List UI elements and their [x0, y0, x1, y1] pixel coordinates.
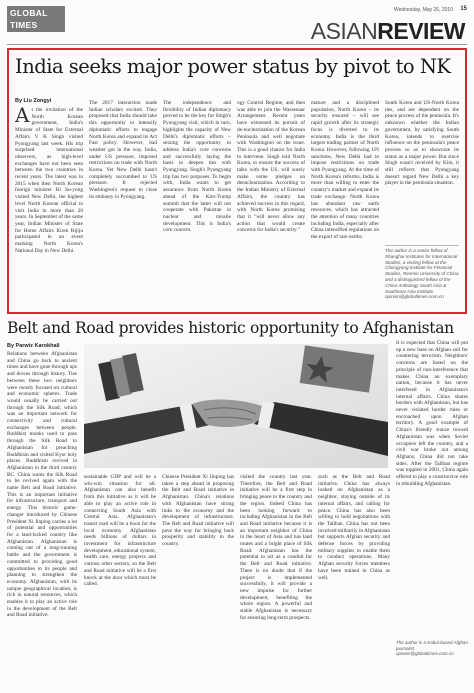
- masthead-divider: [7, 44, 467, 45]
- second-column-3: Chinese President Xi Jinping has taken a step ahead in proposing the Belt and Road initiative in Afghanistan. China's relations with Afghanistan have strong links to the economy and the development of infrastructure. The Belt and Road initiative will pave the way for bringing back prosperity and stability in the country.: [162, 474, 234, 548]
- lead-article: [7, 48, 467, 314]
- second-column-1: Relations between Afghanistan and China go back to ancient times and have gone through ups and downs through history. Ties between these two neighbors were mostly focused on cultural and economic spheres. Trade would usually be carried out through the Silk Road, which was an important network for connectivity and cultural exchanges between people. Buddhist monks used to pass through the Silk Road to Afghanistan for preaching Buddhism and visited Kyor holy places. Buddhism revived in Afghanistan in the third century BC. China wants the Silk Road to be revived again with the name Belt and Road initiative. This is an important initiative for infrastructure, transport and energy. This historic game-changer introduced by Chinese President Xi Jinping carries a lot of potential and opportunities for a land-locked country like Afghanistan. Afghanistan is coming out of a long-running battle and the government is committed to providing good opportunities to its people and planning to strengthen the economy. Afghanistan, with its unique geographical location, is rich in natural resources, which enables it to play an active role in the development of the Belt and Road initiative.: [7, 351, 77, 619]
- dateline: Wednesday, May 26, 2010: [393, 7, 453, 13]
- second-author-note: The author is a Kabul-based Afghan journalist. opinion@globaltimes.com.cn: [396, 640, 468, 657]
- handshake-illustration: [84, 344, 388, 468]
- lead-column-2: The 2017 interaction made Indian scholars excited. They proposed that India should take this opportunity to intensify diplomatic efforts to engage North Korea and expand its Act Fast policy. However, bad weather got in the way. India, under US pressure, imposed restrictions on trade with North Korea. Yet New Delhi hasn't completely succumbed to US pressure. It rejected Washington's request to close its embassy in Pyongyang.: [89, 100, 157, 200]
- second-column-2: sustainable GDP and will be a win-win situation for all. Afghanistan can also benefit from this initiative as it will be able to play an active role in connecting South Asia with Central Asia. Afghanistan's transit road will be a boon for the local economy. Afghanistan needs billions of dollars in investment for infrastructure development, educational system, health care, energy projects and various other sectors, so the Belt and Road initiative will be a first knock at the door which must be called.: [84, 474, 156, 588]
- handshake-illustration-svg: [84, 344, 388, 468]
- lead-column-3: The independence and flexibility of Indian diplomacy proved to be the key for Singh's Pyongyang visit, which in turn, highlights the capacity of New Delhi's diplomatic efforts – seizing the opportunity to address India's core concerns and successfully laying the basis to deepen ties with Pyongyang. Singh's Pyongyang trip has two purposes. To begin with, India wants to get assurance from North Korea ahead of the Kim-Trump summit that the latter will not cooperate with Pakistan in nuclear and missile development. This is India's core concern.: [163, 100, 231, 234]
- lead-author-note: The author is a senior fellow of Shanghai Institutes for International Studies, a visiting fellow at the Chongyang Institute for Financial Studies, Renmin University of China and a distinguished fellow of the China Anthology South Asia & Southeast Asia Institute. opinion@globaltimes.com.cn: [385, 245, 459, 300]
- section-title-light: ASIAN: [310, 18, 378, 44]
- lead-column-1-text: t the invitation of the North Korean government, India's Minister of State for External Affairs V K Singh visited Pyongyang last week. His trip surprised international observers, as high-level exchanges have not been seen between the two countries in recent years. The latest was in 2015 when then North Korean foreign minister Ri Su-yong visited New Delhi, the highest level North Korean official to visit India in more than 20 years. In September of the same year, Indian Minister of State for Home Affairs Kiren Rijiju participated in an event marking North Korea's National Day in New Delhi.: [15, 107, 83, 254]
- second-column-6: It is expected that China will put up a new base on Afghan soil for countering terrorism. Neighbors' concerns are based on the principle of non-interference that makes China an exemplary nation, because it has never interfered in Afghanistan's internal affairs. China shares borders with Afghanistan, but has never violated border rules or encroached upon Afghan territory. A good example of China's friendly stance toward Afghanistan was when Soviet occupiers left the country, and a civil war broke out among Afghans, China did not take sides. After the Taliban regime was toppled in 2001, China again offered to play a constructive role in rebuilding Afghanistan.: [396, 340, 468, 487]
- drop-cap: A: [15, 107, 30, 127]
- logo-line-2: TIMES: [10, 20, 38, 30]
- lead-column-5: mature and a disciplined population, North Korea – its security ensured – will see rapid growth after its strategic focus is diverted to its economy. India is the third largest trading partner of North Korea. However, following UN sanctions, New Delhi had to impose restrictions on trade with Pyongyang. At the time of North Korea's reforms, India is more than willing to enter the country's market and expand its trade exchange. North Korea has abundant raw earth resources, which has attracted the attention of many countries including India, especially after China intensified regulations on the export of rare earths.: [311, 100, 379, 241]
- section-title: [311, 18, 465, 45]
- lead-column-1: [15, 107, 83, 307]
- page-number: 15: [460, 6, 467, 12]
- second-column-5: such as the Belt and Road initiative. China has always looked on Afghanistan as a neighbor, staying outside of its internal affairs, and calling for peace. China has also been willing to hold negotiations with the Taliban. China has not been involved militarily in Afghanistan but supports Afghan security and defense forces by providing military supplies to enable them to conduct operations. Many Afghan security forces members have been trained in China as well.: [318, 474, 390, 581]
- section-title-bold: REVIEW: [377, 18, 465, 44]
- lead-byline: By Liu Zongyi: [15, 98, 52, 104]
- lead-column-4: ogy Control Regime, and then was able to join the Wassenaar Arrangement. Recent years have witnessed its pursuit of de-nuclearization of the Korean Peninsula and well negotiate with Washington on the issue. This is a good chance for India to intervene. Singh told North Korea, to ensure the success of talks with the US, will surely make some pledges on denuclearization. According to the Indian Ministry of External Affairs, the country has achieved success in this regard, with North Korea promising that it "will never allow any action that would create concerns for India's security.": [237, 100, 305, 234]
- lead-column-6: South Korea and US-North Korea ties, and are dependent on the peace process of the peninsula. It's unknown whether the Indian government, by satisfying South Korea, intends to exercise influence on the peninsula's peace process so as to showcase its status as a major power. But since Singh wasn't received by Kim, it still reflects that Pyongyang doesn't regard New Delhi a key player in the peninsula situation.: [385, 100, 459, 187]
- second-column-4: visited the country last year. Therefore, the Belt and Road initiative will be a first step in bringing peace to the country and the region. Indeed China has been looking forward to including Afghanistan in the Belt and Road initiative because it is an important neighbor of China in the heart of Asia and has land routes and a bright place of Silk Road. Afghanistan has the potential to act as a conduit for the Belt and Road initiative. There is no doubt that if the project is implemented successfully, it will provide a new impulse for further development, benefiting the whole region. A powerful and stable Afghanistan is necessary for ensuring long-term prospects.: [240, 474, 312, 621]
- second-headline[interactable]: Belt and Road provides historic opportunity to Afghanistan: [7, 319, 454, 337]
- global-times-logo[interactable]: [7, 6, 65, 32]
- second-byline: By Parwiz Karokhail: [7, 343, 60, 349]
- logo-line-1: GLOBAL: [10, 8, 48, 18]
- lead-headline[interactable]: India seeks major power status by pivot to NK: [15, 55, 451, 78]
- masthead: [7, 6, 467, 46]
